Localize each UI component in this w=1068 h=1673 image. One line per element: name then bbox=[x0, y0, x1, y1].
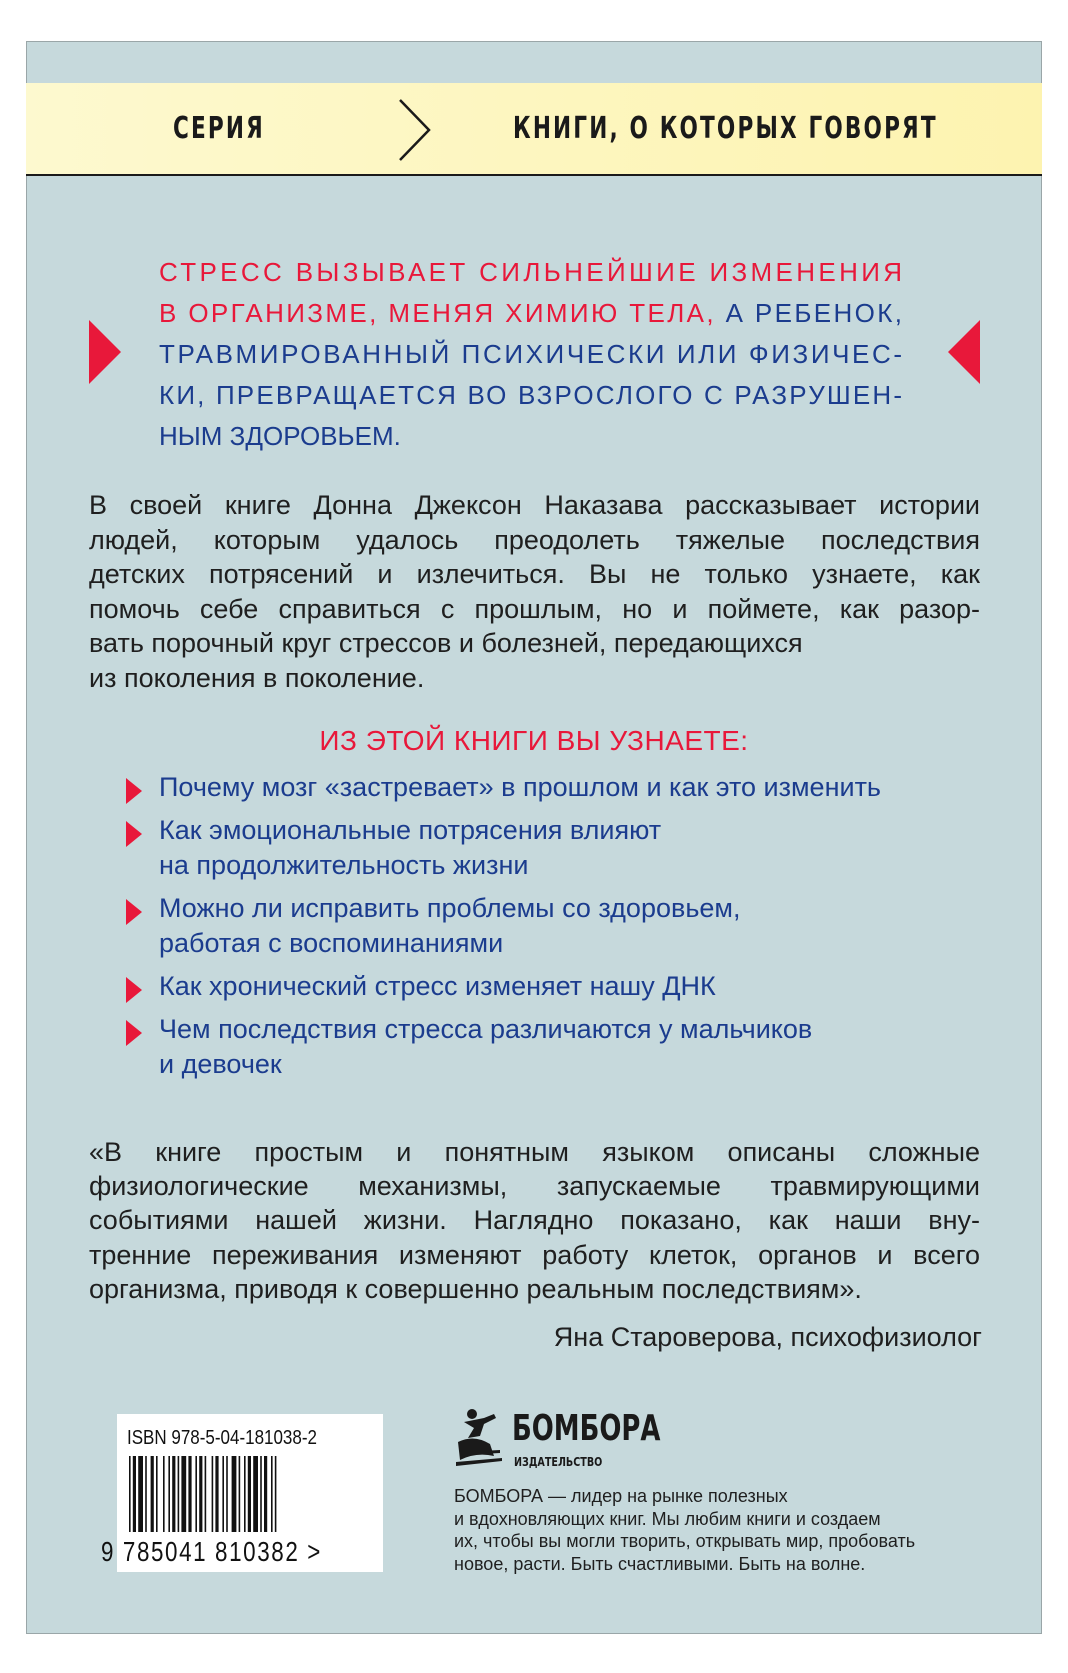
description-line: детских потрясений и излечиться. Вы не только узнаете, как bbox=[89, 559, 980, 589]
lead-line: ТРАВМИРОВАННЫЙ ПСИХИЧЕСКИ ИЛИ ФИЗИЧЕС- bbox=[159, 339, 905, 369]
description-line: вать порочный круг стрессов и болезней, передающихся bbox=[89, 628, 803, 658]
description-line: из поколения в поколение. bbox=[89, 662, 425, 693]
barcode-bar bbox=[156, 1456, 158, 1532]
bullet-triangle-icon bbox=[126, 778, 142, 804]
barcode-box bbox=[101, 1414, 383, 1572]
bullet-triangle-icon bbox=[126, 899, 142, 925]
barcode-bar bbox=[275, 1456, 277, 1532]
barcode-bar bbox=[271, 1456, 273, 1532]
isbn-text: ISBN 978-5-04-181038-2 bbox=[127, 1427, 317, 1449]
barcode-bar bbox=[151, 1456, 154, 1532]
quote-line: событиями нашей жизни. Наглядно показано, как наши вну- bbox=[89, 1205, 980, 1236]
about-line: и вдохновляющих книг. Мы любим книги и создаем bbox=[454, 1508, 881, 1529]
barcode-bar bbox=[232, 1456, 237, 1532]
list-item bbox=[126, 891, 1006, 961]
description-line: помочь себе справиться с прошлым, но и поймете, как разор- bbox=[89, 593, 980, 624]
learn-list bbox=[126, 770, 1006, 1090]
barcode-bar bbox=[168, 1456, 170, 1532]
barcode-bar bbox=[195, 1456, 197, 1532]
bullet-triangle-icon bbox=[126, 821, 142, 847]
description-line: людей, которым удалось преодолеть тяжелые последствия bbox=[89, 524, 980, 555]
list-item-text: Как эмоциональные потрясения влияют bbox=[159, 815, 662, 845]
barcode-bar bbox=[172, 1456, 175, 1532]
list-item bbox=[126, 969, 1006, 1004]
description-line: В своей книге Донна Джексон Наказава рассказывает истории bbox=[89, 490, 980, 520]
about-line: БОМБОРА — лидер на рынке полезных bbox=[454, 1486, 788, 1506]
series-band bbox=[26, 83, 1042, 176]
lead-continuation: А РЕБЕНОК, bbox=[725, 298, 905, 328]
barcode-bar bbox=[226, 1456, 228, 1532]
barcode-bar bbox=[212, 1456, 214, 1532]
barcode-digits: 9 785041 810382 > bbox=[101, 1536, 322, 1567]
lead-line bbox=[159, 293, 905, 334]
list-item bbox=[126, 1012, 1006, 1082]
chevron-right-icon bbox=[398, 98, 432, 162]
barcode-bar bbox=[248, 1456, 251, 1532]
publisher-name: БОМБОРА bbox=[512, 1408, 661, 1449]
barcode-bar bbox=[145, 1456, 147, 1532]
about-line: их, чтобы вы могли творить, открывать мир, пробовать bbox=[454, 1531, 916, 1551]
lead-line: КИ, ПРЕВРАЩАЕТСЯ ВО ВЗРОСЛОГО С РАЗРУШЕН- bbox=[159, 380, 905, 410]
barcode-bar bbox=[239, 1456, 241, 1532]
quote-line: тренние переживания изменяют работу клеток, органов и всего bbox=[89, 1239, 980, 1270]
about-line: новое, расти. Быть счастливыми. Быть на волне. bbox=[454, 1553, 866, 1574]
barcode-icon bbox=[129, 1456, 365, 1532]
list-item bbox=[126, 770, 1006, 805]
list-item-text: Как хронический стресс изменяет нашу ДНК bbox=[159, 971, 716, 1001]
barcode-bar bbox=[181, 1456, 186, 1532]
list-item-text: Почему мозг «застревает» в прошлом и как это изменить bbox=[159, 772, 881, 802]
publisher-logo bbox=[454, 1408, 704, 1472]
publisher-figure-icon bbox=[454, 1408, 506, 1470]
lead-highlight: В ОРГАНИЗМЕ, МЕНЯЯ ХИМИЮ ТЕЛА, bbox=[159, 298, 716, 328]
quote-line: организма, приводя к совершенно реальным последствиям». bbox=[89, 1273, 862, 1304]
barcode-bar bbox=[244, 1456, 246, 1532]
list-item-text: работая с воспоминаниями bbox=[159, 928, 504, 958]
barcode-bar bbox=[133, 1456, 136, 1532]
review-quote bbox=[89, 1135, 980, 1306]
list-item-text: Чем последствия стресса различаются у мальчиков bbox=[159, 1014, 813, 1044]
barcode-bar bbox=[260, 1456, 262, 1532]
quote-author: Яна Староверова, психофизиолог bbox=[553, 1322, 982, 1352]
lead-line: СТРЕСС ВЫЗЫВАЕТ СИЛЬНЕЙШИЕ ИЗМЕНЕНИЯ bbox=[159, 257, 906, 287]
bullet-triangle-icon bbox=[126, 1020, 142, 1046]
list-item bbox=[126, 813, 1006, 883]
triangle-right-icon bbox=[89, 320, 121, 384]
description bbox=[89, 488, 980, 695]
lead-line: НЫМ ЗДОРОВЬЕМ. bbox=[159, 421, 401, 451]
series-name: КНИГИ, О КОТОРЫХ ГОВОРЯТ bbox=[513, 111, 938, 146]
series-label: СЕРИЯ bbox=[173, 111, 265, 146]
triangle-left-icon bbox=[948, 320, 980, 384]
barcode-bar bbox=[215, 1456, 218, 1532]
barcode-bar bbox=[163, 1456, 165, 1532]
learn-heading: ИЗ ЭТОЙ КНИГИ ВЫ УЗНАЕТЕ: bbox=[319, 725, 749, 756]
barcode-bar bbox=[129, 1456, 131, 1532]
quote-line: «В книге простым и понятным языком описаны сложные bbox=[89, 1137, 980, 1167]
list-item-text: и девочек bbox=[159, 1049, 282, 1079]
barcode-bar bbox=[199, 1456, 202, 1532]
list-item-text: Можно ли исправить проблемы со здоровьем, bbox=[159, 893, 741, 923]
barcode-bar bbox=[205, 1456, 207, 1532]
barcode-bar bbox=[188, 1456, 191, 1532]
publisher-about bbox=[454, 1485, 915, 1575]
barcode-bar bbox=[264, 1456, 267, 1532]
list-item-text: на продолжительность жизни bbox=[159, 850, 529, 880]
publisher-subtitle: ИЗДАТЕЛЬСТВО bbox=[514, 1455, 603, 1469]
lead-text bbox=[159, 252, 906, 457]
barcode-bar bbox=[253, 1456, 258, 1532]
barcode-bar bbox=[222, 1456, 224, 1532]
barcode-bar bbox=[138, 1456, 143, 1532]
bullet-triangle-icon bbox=[126, 977, 142, 1003]
barcode-bar bbox=[178, 1456, 180, 1532]
quote-line: физиологические механизмы, запускаемые травмирующими bbox=[89, 1171, 980, 1202]
